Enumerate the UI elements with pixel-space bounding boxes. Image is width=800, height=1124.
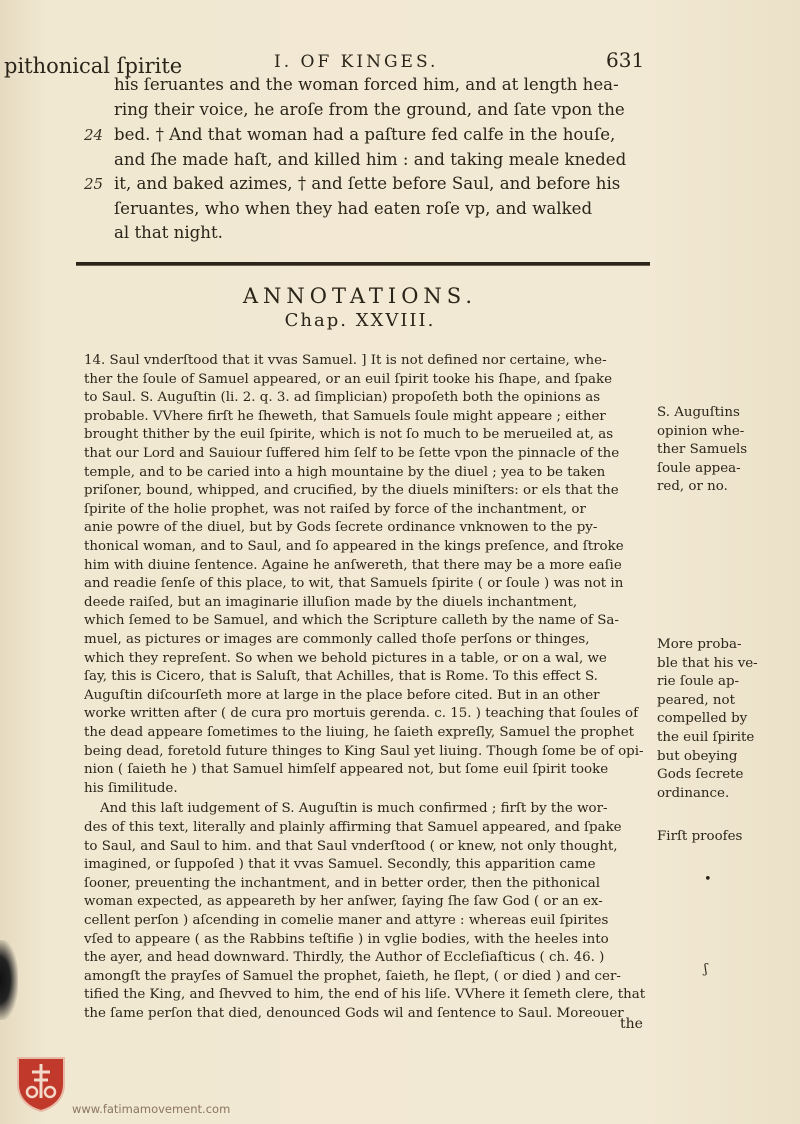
annotation-line: ſay, this is Cicero, that is Saluſt, that Achilles, that is Rome. To this effect S. (84, 669, 598, 685)
running-head-center: I. OF KINGES. (274, 52, 439, 72)
margin-note-more-probable (657, 636, 767, 803)
scripture-line: and ſhe made haſt, and killed him : and taking meale kneded (114, 150, 627, 169)
marginal-mark: ʃ (704, 962, 708, 977)
margin-note-line: but obeying (657, 748, 738, 764)
annotation-line: cellent perſon ) aſcending in comelie maner and attyre : whereas euil ſpirites (84, 913, 609, 928)
papal-emblem-icon (14, 1054, 68, 1112)
margin-note-line: opinion whe- (657, 423, 745, 439)
annotation-line: the ſame perſon that died, denounced Gods wil and ſentence to Saul. Moreouer (84, 1006, 624, 1021)
margin-note-line: ſoule appea- (657, 460, 741, 476)
annotation-line: muel, as pictures or images are commonly called thoſe perſons or thinges, (84, 632, 590, 647)
margin-note-line: ordinance. (657, 785, 730, 801)
scripture-line: ſeruantes, who when they had eaten roſe vp, and walked (114, 199, 593, 218)
annotation-line: And this laſt iudgement of S. Auguſtin is much confirmed ; firſt by the wor- (100, 801, 608, 817)
margin-note-line: rie ſoule ap- (657, 674, 740, 690)
scripture-line: his ſeruantes and the woman forced him, and at length hea- (114, 75, 619, 94)
annotation-line: thonical woman, and to Saul, and ſo appeared in the kings preſence, and ſtroke (84, 539, 624, 554)
annotation-line: ſooner, preuenting the inchantment, and in better order, then the pithonical (84, 875, 601, 891)
chapter-heading: Chap. XXVIII. (284, 310, 436, 331)
annotation-line: to Saul, and Saul to him. and that Saul vnderſtood ( or knew, not only thought, (84, 838, 618, 854)
annotation-line: Auguſtin diſcourſeth more at large in the place before cited. But in an other (84, 687, 600, 703)
margin-note-line: S. Auguſtins (657, 405, 740, 420)
annotation-line: which ſemed to be Samuel, and which the Scripture calleth by the name of Sa- (84, 613, 619, 629)
margin-note-line: the euil ſpirite (657, 729, 755, 745)
marginal-mark: • (704, 872, 712, 887)
annotation-line: the ayer, and head downward. Thirdly, the Author of Eccleſiaſticus ( ch. 46. ) (84, 950, 605, 966)
annotation-line: to Saul. S. Auguſtin (li. 2. q. 3. ad ſimplician) propoſeth both the opinions as (84, 390, 601, 406)
annotation-line: being dead, foretold future thinges to King Saul yet liuing. Though ſome be of opi- (84, 743, 644, 759)
margin-note-augustine-opinion (657, 404, 767, 497)
margin-note-line: Firſt proofes (657, 829, 743, 844)
annotation-line: anie powre of the diuel, but by Gods ſecrete ordinance vnknowen to the py- (84, 520, 598, 536)
margin-note-first-proofs (657, 828, 767, 847)
annotation-line: nion ( ſaieth he ) that Samuel himſelf appeared not, but ſome euil ſpirit tooke (84, 762, 609, 778)
annotation-line: 14. Saul vnderſtood that it vvas Samuel. ] It is not defined nor certaine, whe- (84, 353, 607, 368)
annotation-line: that our Lord and Sauiour ſuffered him ſelf to be ſette vpon the pinnacle of the (84, 446, 620, 461)
annotation-line: worke written after ( de cura pro mortuis gerenda. c. 15. ) teaching that ſoules of (84, 706, 639, 722)
annotation-line: him with diuine ſentence. Againe he anſwereth, that there may be a more eaſie (84, 557, 622, 573)
verse-number: 24 (84, 126, 104, 144)
scripture-line: al that night. (114, 223, 223, 242)
annotation-line: which they repreſent. So when we behold pictures in a table, or on a wal, we (84, 650, 607, 666)
annotation-line: temple, and to be caried into a high mountaine by the diuel ; yea to be taken (84, 464, 606, 480)
scripture-line: ring their voice, he aroſe from the ground, and ſate vpon the (114, 100, 625, 119)
margin-note-line: red, or no. (657, 479, 728, 495)
page-number: 631 (606, 48, 645, 72)
binding-shadow (0, 940, 18, 1020)
scripture-line: it, and baked azimes, † and ſette before Saul, and before his (114, 174, 621, 193)
footer-url[interactable]: www.fatimamovement.com (72, 1102, 231, 1116)
annotation-line: priſoner, bound, whipped, and crucified, by the diuels miniſters: or els that the (84, 483, 619, 499)
margin-note-line: compelled by (657, 711, 748, 727)
annotations-title: ANNOTATIONS. (242, 284, 478, 308)
annotation-line: his ſimilitude. (84, 780, 178, 796)
annotation-line: ſpirite of the holie prophet, was not raiſed by force of the inchantment, or (84, 501, 586, 517)
annotation-line: woman expected, as appeareth by her anſwer, ſaying ſhe ſaw God ( or an ex- (84, 894, 603, 910)
running-head-left: pithonical ſpirite (4, 54, 183, 78)
annotation-line: des of this text, literally and plainly affirming that Samuel appeared, and ſpake (84, 820, 622, 835)
margin-note-line: peared, not (657, 692, 735, 708)
annotation-line: tified the King, and ſhevved to him, the end of his liſe. VVhere it ſemeth clere, that (84, 987, 646, 1003)
scripture-line: bed. † And that woman had a paſture fed calfe in the houſe, (114, 125, 616, 144)
annotation-line: vſed to appeare ( as the Rabbins teſtifie ) in vglie bodies, with the heeles into (84, 931, 609, 947)
annotation-line: deede raiſed, but an imaginarie illuſion made by the diuels inchantment, (84, 594, 578, 610)
annotation-line: amongſt the prayſes of Samuel the prophet, ſaieth, he ſlept, ( or died ) and cer- (84, 968, 621, 984)
margin-note-line: More proba- (657, 637, 742, 652)
annotation-line: probable. VVhere firſt he ſheweth, that Samuels ſoule might appeare ; either (84, 408, 606, 424)
annotation-line: the dead appeare ſometimes to the liuing, he ſaieth expreſly, Samuel the prophet (84, 725, 635, 740)
annotation-line: imagined, or ſuppoſed ) that it vvas Samuel. Secondly, this apparition came (84, 857, 596, 873)
annotation-line: ther the ſoule of Samuel appeared, or an euil ſpirit tooke his ſhape, and ſpake (84, 371, 613, 387)
section-rule (76, 262, 650, 266)
verse-number: 25 (84, 175, 104, 193)
margin-note-line: ther Samuels (657, 442, 748, 458)
margin-note-line: ble that his ve- (657, 655, 758, 671)
catchword: the (620, 1016, 643, 1032)
annotation-line: brought thither by the euil ſpirite, which is not ſo much to be merueiled at, as (84, 427, 614, 443)
annotation-line: and readie ſenſe of this place, to wit, that Samuels ſpirite ( or ſoule ) was not in (84, 576, 624, 592)
margin-note-line: Gods ſecrete (657, 767, 744, 783)
